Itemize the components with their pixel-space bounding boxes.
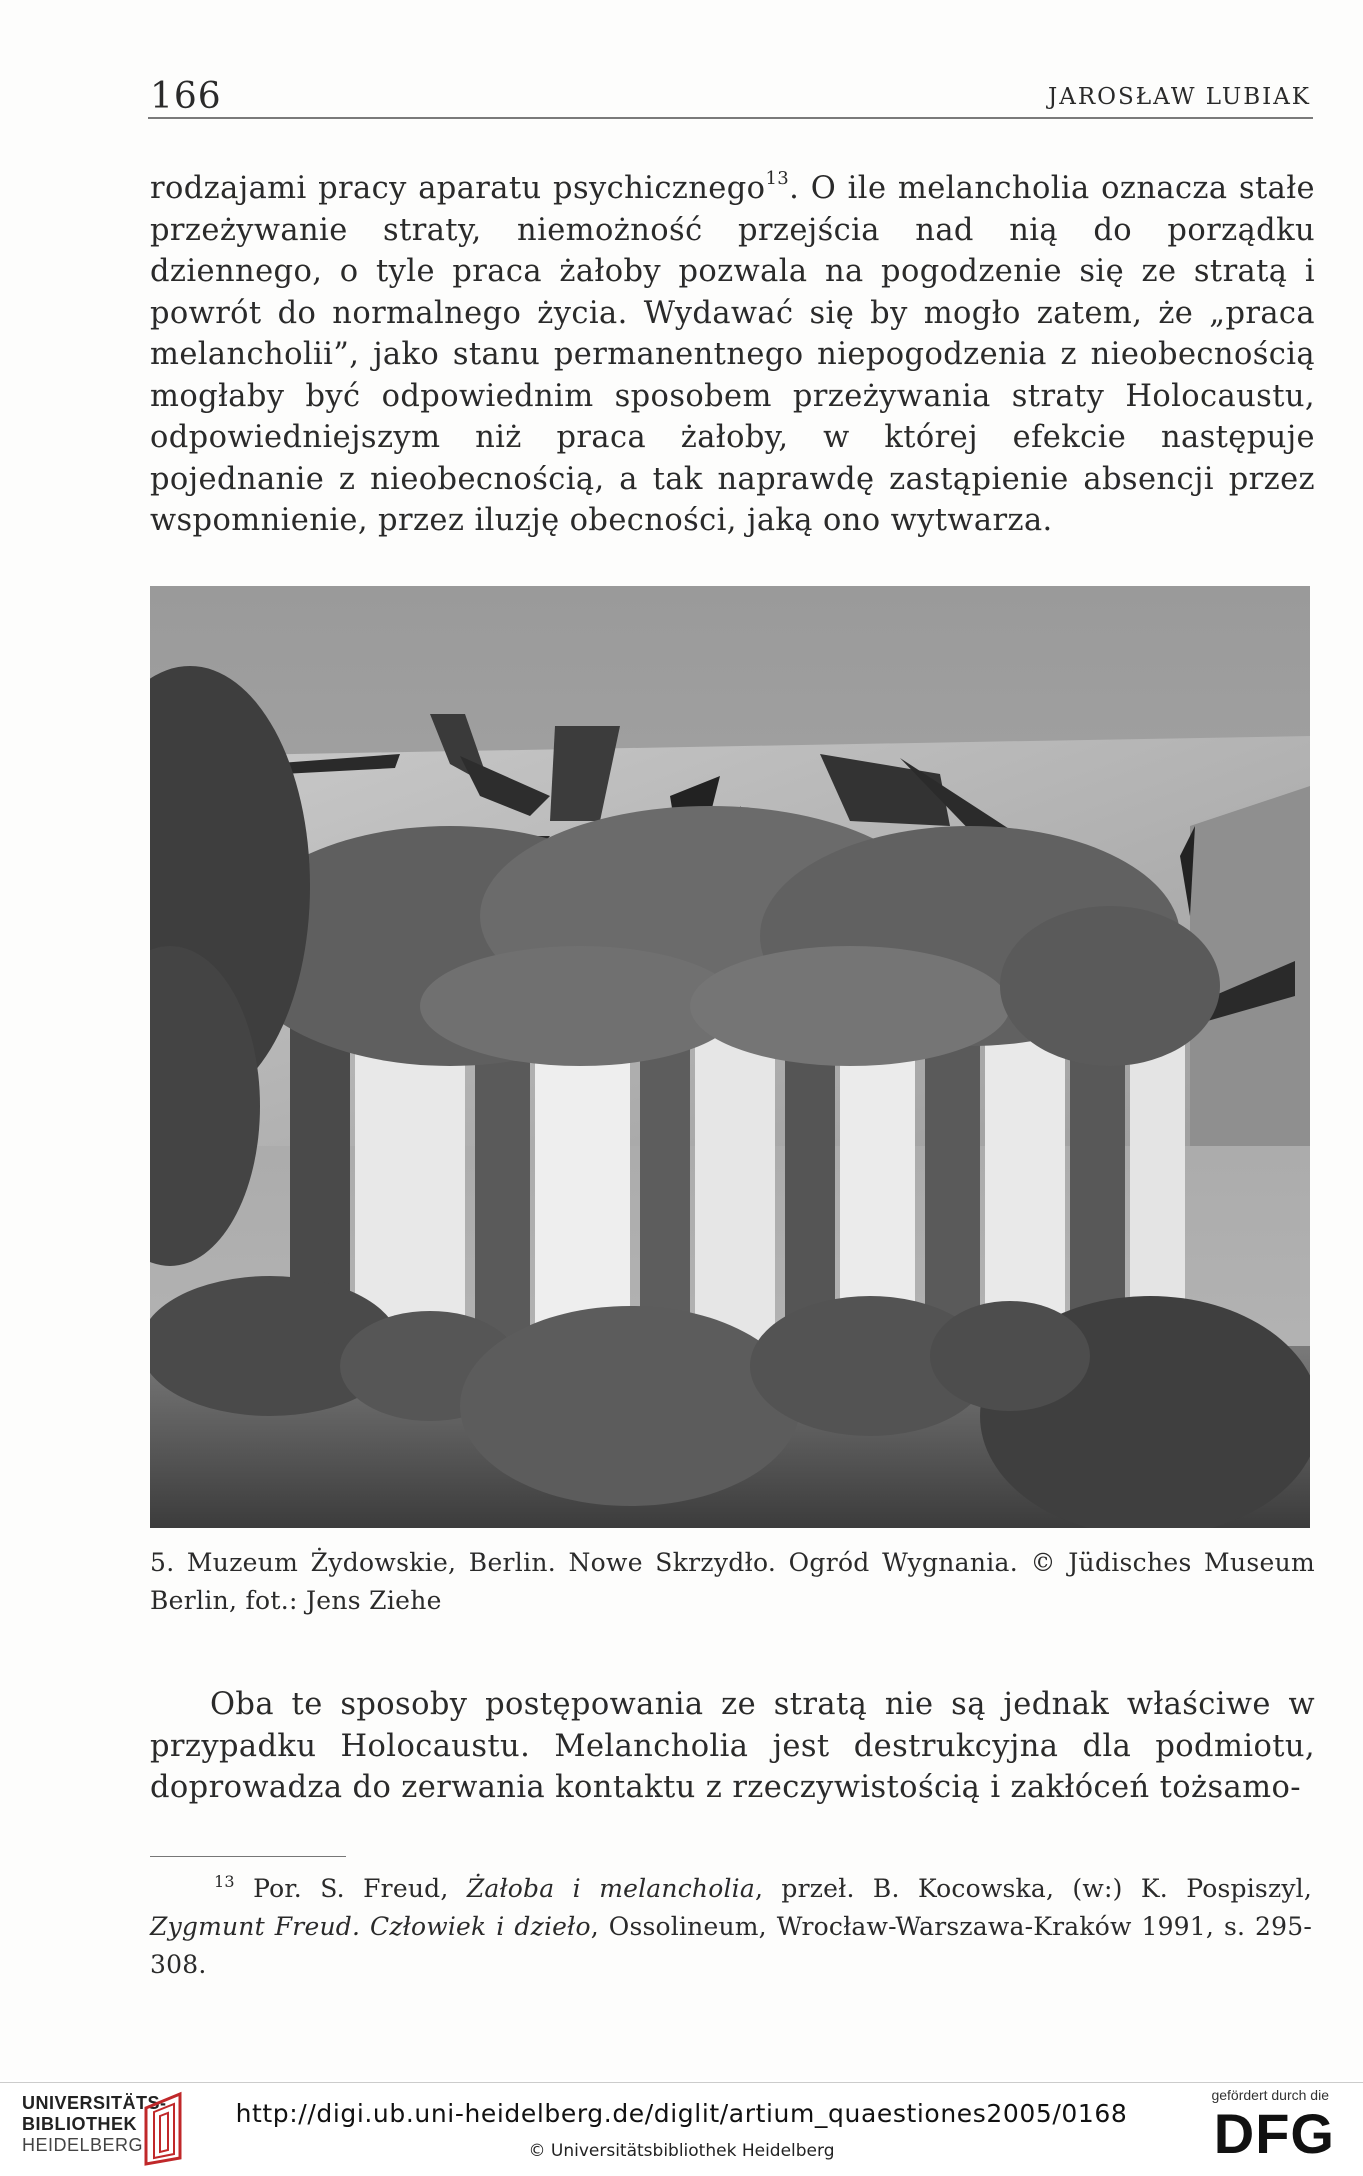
footnote-book-title: Zygmunt Freud. Człowiek i dzieło	[150, 1912, 591, 1941]
source-url-link[interactable]: http://digi.ub.uni-heidelberg.de/diglit/artium_quaestiones2005/0168	[235, 2099, 1128, 2128]
footnote-13	[150, 1870, 1312, 1984]
library-name-line-1: UNIVERSITÄTS-	[22, 2093, 167, 2113]
footer-bar	[0, 2080, 1363, 2176]
library-name-line-2: BIBLIOTHEK	[22, 2114, 137, 2134]
library-name-line-3: HEIDELBERG	[22, 2135, 144, 2155]
dfg-logo[interactable]: DFG	[1213, 2102, 1335, 2165]
footnote-ref[interactable]: 13	[765, 168, 790, 189]
footnote-title: Żałoba i melancholia	[466, 1874, 755, 1903]
footnote-rule	[150, 1856, 346, 1857]
paragraph-1	[150, 168, 1315, 542]
footnote-text-a: Por. S. Freud,	[234, 1874, 467, 1903]
running-head: JAROSŁAW LUBIAK	[1048, 84, 1311, 110]
header-rule	[148, 117, 1313, 119]
footnote-text-b: , przeł. B. Kocowska, (w:) K. Pospiszyl,	[754, 1874, 1312, 1903]
footer-divider	[0, 2082, 1363, 2083]
figure-photo-garden-of-exile	[150, 586, 1310, 1528]
paragraph-2: Oba te sposoby postępowania ze stratą nie są jednak właściwe w przypadku Holocaustu. Melancholia jest destrukcyjna dla podmiotu, doprowadza do zerwania kontaktu z rzeczywistością i zakłóceń tożsamo-	[150, 1687, 1315, 1805]
paragraph-1-text-b: . O ile melancholia oznacza stałe przeżywanie straty, niemożność przejścia nad nią do porządku dziennego, o tyle praca żałoby pozwala na pogodzenie się ze stratą i powrót do normalnego życia. Wydawać się by mogło zatem, że „praca melancholii”, jako stanu permanentnego niepogodzenia z nieobecnością mogłaby być odpowiednim sposobem przeżywania straty Holocaustu, odpowiedniejszym niż praca żałoby, w której efekcie następuje pojednanie z nieobecnością, a tak naprawdę zastąpienie absencji przez wspomnienie, przez iluzję obecności, jaką ono wytwarza.	[150, 171, 1315, 538]
figure-caption: 5. Muzeum Żydowskie, Berlin. Nowe Skrzydło. Ogród Wygnania. © Jüdisches Museum Berlin, fot.: Jens Ziehe	[150, 1548, 1315, 1615]
page-number: 166	[150, 76, 222, 117]
paragraph-1-text-a: rodzajami pracy aparatu psychicznego	[150, 171, 766, 206]
footnote-number: 13	[214, 1872, 235, 1891]
sponsor-label: gefördert durch die	[1211, 2087, 1329, 2103]
footnote-text-c: , Ossolineum, Wrocław-Warszawa-Kraków 1991, s. 295-308.	[150, 1912, 1312, 1979]
copyright-notice: © Universitätsbibliothek Heidelberg	[528, 2141, 835, 2161]
photo-garden-of-exile	[150, 586, 1310, 1528]
